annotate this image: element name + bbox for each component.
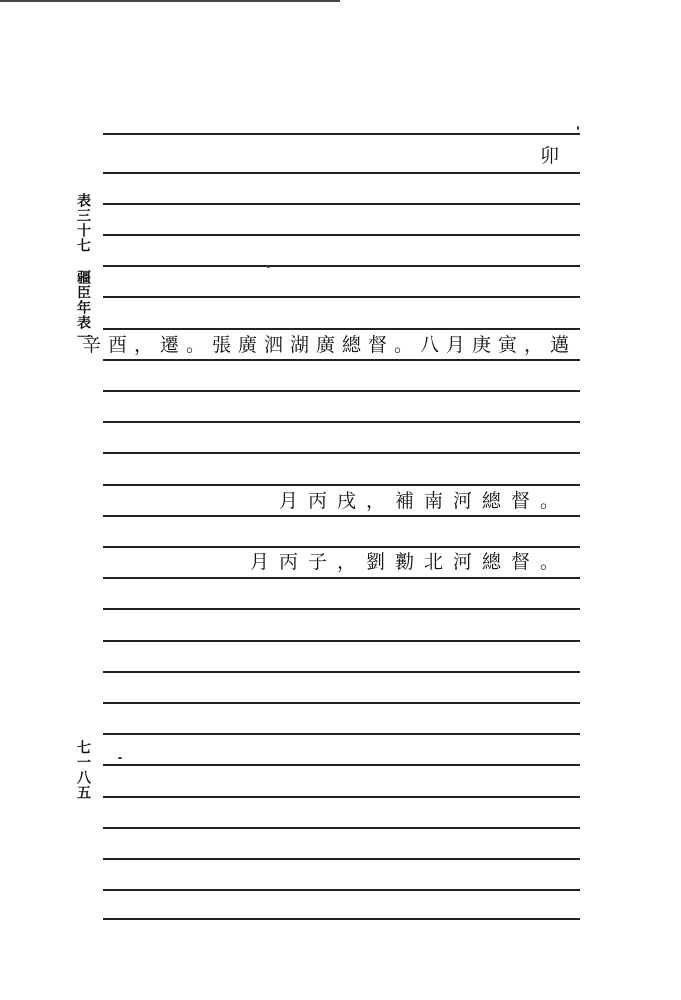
ruled-line: [103, 608, 580, 610]
ruled-line: [103, 203, 580, 205]
entry-row-guangzhou: 辛酉，遷。張廣泗湖廣總督。八月庚寅，邁: [81, 334, 576, 356]
scan-speck: [118, 757, 122, 759]
ruled-line: [103, 390, 580, 392]
ruled-line: [103, 515, 580, 517]
ruled-line: [103, 796, 580, 798]
scan-speck: [267, 265, 270, 268]
top-edge-rule: [0, 0, 340, 2]
ruled-line: [103, 421, 580, 423]
ruled-line: [103, 484, 580, 486]
ruled-line: [103, 359, 580, 361]
ruled-line: [103, 858, 580, 860]
ruled-line: [103, 577, 580, 579]
ruled-line: [103, 733, 580, 735]
side-table-label: 表三十七 疆臣年表一: [75, 193, 91, 345]
ruled-line: [103, 671, 580, 673]
ruled-line: [103, 452, 580, 454]
entry-row-beihe: 月丙子，劉勷北河總督。: [249, 551, 569, 573]
ruled-line: [103, 889, 580, 891]
ruled-line: [103, 172, 580, 174]
ruled-line: [103, 640, 580, 642]
year-header: 卯: [539, 145, 569, 167]
page-number: 七一八五: [75, 740, 91, 800]
entry-row-nanhe: 月丙戌，補南河總督。: [278, 490, 569, 512]
ruled-line: [103, 328, 580, 330]
ruled-line: [103, 546, 580, 548]
ruled-line: [103, 265, 580, 267]
ruled-line: [103, 133, 580, 135]
ruled-line: [103, 827, 580, 829]
ruled-line: [103, 234, 580, 236]
ruled-line: [103, 918, 580, 920]
ruled-line: [103, 764, 580, 766]
scan-speck: [577, 126, 579, 130]
ruled-line: [103, 702, 580, 704]
ruled-line: [103, 296, 580, 298]
